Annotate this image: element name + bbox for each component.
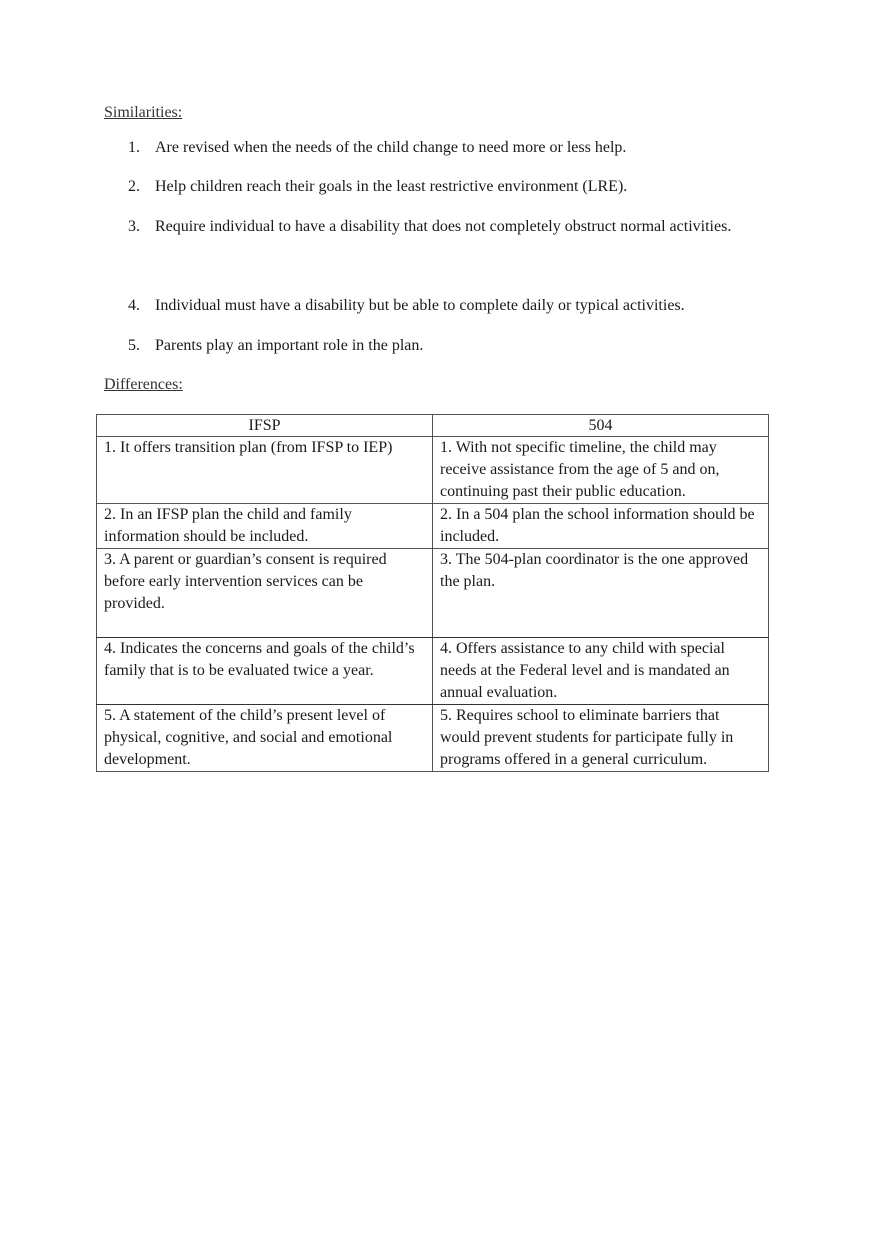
list-item bbox=[104, 326, 744, 365]
list-number: 1. bbox=[128, 139, 140, 156]
list-text: Individual must have a disability but be able to complete daily or typical activities. bbox=[155, 297, 685, 314]
table-cell-ifsp: 3. A parent or guardian’s consent is required before early intervention services can be provided. bbox=[97, 549, 433, 638]
list-number: 2. bbox=[128, 178, 140, 195]
list-number: 5. bbox=[128, 337, 140, 354]
table-row bbox=[97, 504, 769, 549]
list-text: Require individual to have a disability that does not completely obstruct normal activities. bbox=[155, 218, 732, 235]
table-cell-ifsp: 4. Indicates the concerns and goals of the child’s family that is to be evaluated twice a year. bbox=[97, 638, 433, 705]
table-row bbox=[97, 437, 769, 504]
list-number: 3. bbox=[128, 218, 140, 235]
column-header-ifsp: IFSP bbox=[97, 415, 433, 437]
table-cell-504: 2. In a 504 plan the school information should be included. bbox=[433, 504, 769, 549]
table-cell-504: 1. With not specific timeline, the child may receive assistance from the age of 5 and on, continuing past their public education. bbox=[433, 437, 769, 504]
differences-heading: Differences: bbox=[104, 376, 183, 393]
similarities-heading: Similarities: bbox=[104, 104, 183, 121]
table-cell-ifsp: 2. In an IFSP plan the child and family information should be included. bbox=[97, 504, 433, 549]
column-header-504: 504 bbox=[433, 415, 769, 437]
differences-table bbox=[96, 414, 769, 772]
list-item bbox=[104, 286, 744, 325]
list-text: Are revised when the needs of the child change to need more or less help. bbox=[155, 139, 627, 156]
table-row bbox=[97, 549, 769, 638]
list-number: 4. bbox=[128, 297, 140, 314]
list-item bbox=[104, 128, 744, 167]
list-item bbox=[104, 207, 744, 246]
table-cell-ifsp: 5. A statement of the child’s present level of physical, cognitive, and social and emotional development. bbox=[97, 705, 433, 772]
table-cell-ifsp: 1. It offers transition plan (from IFSP to IEP) bbox=[97, 437, 433, 504]
list-item bbox=[104, 167, 744, 206]
table-header-row bbox=[97, 415, 769, 437]
table-row bbox=[97, 705, 769, 772]
table-cell-504: 3. The 504-plan coordinator is the one approved the plan. bbox=[433, 549, 769, 638]
list-text: Parents play an important role in the plan. bbox=[155, 337, 424, 354]
list-text: Help children reach their goals in the least restrictive environment (LRE). bbox=[155, 178, 628, 195]
table-cell-504: 5. Requires school to eliminate barriers that would prevent students for participate fully in programs offered in a general curriculum. bbox=[433, 705, 769, 772]
table-row bbox=[97, 638, 769, 705]
table-cell-504: 4. Offers assistance to any child with special needs at the Federal level and is mandated an annual evaluation. bbox=[433, 638, 769, 705]
